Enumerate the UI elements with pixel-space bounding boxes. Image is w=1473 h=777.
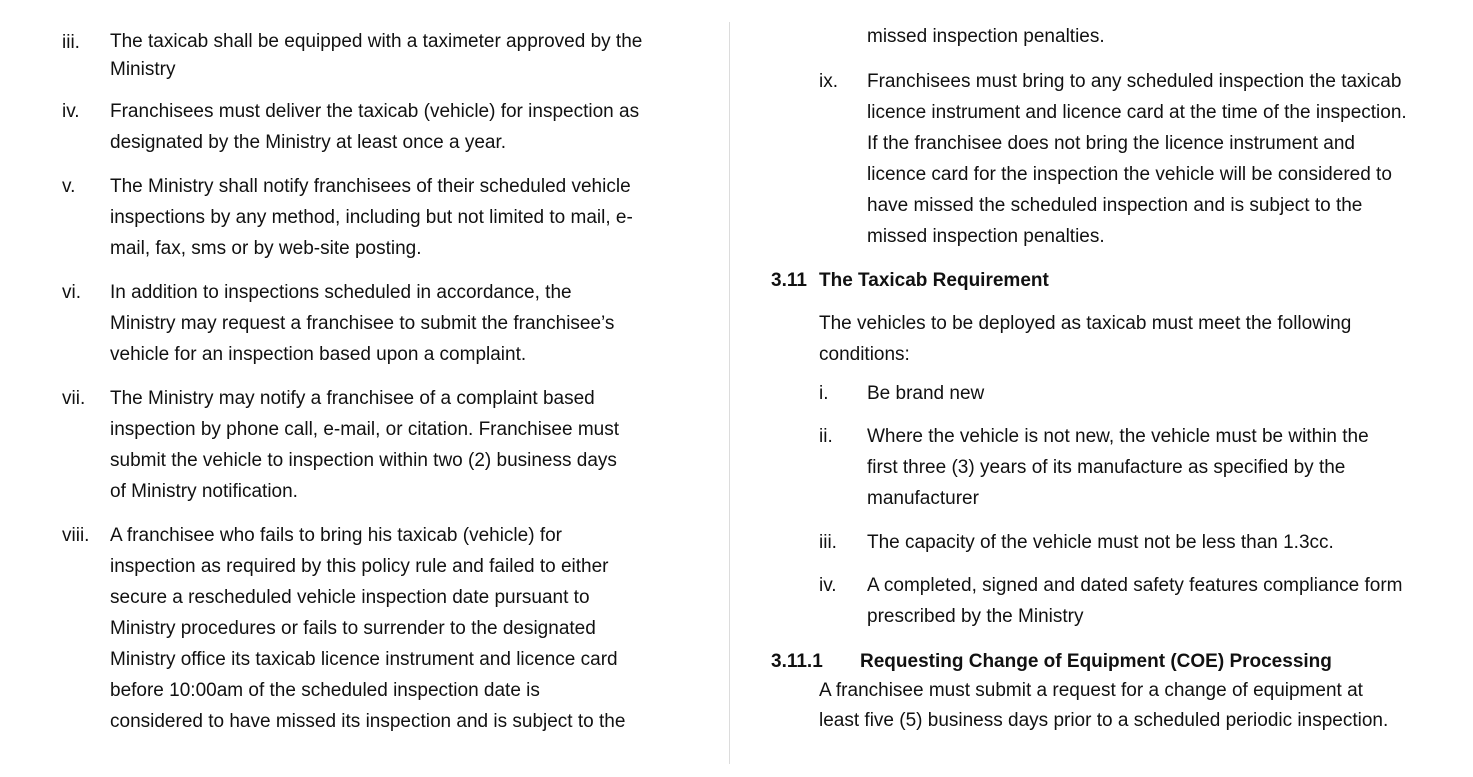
text-line: inspection by phone call, e-mail, or citation. Franchisee must [110,419,620,440]
text-line: licence card for the inspection the vehicle will be considered to [867,164,1392,185]
section-title: Requesting Change of Equipment (COE) Processing [860,651,1332,672]
list-text [867,378,1445,409]
text-line: licence instrument and licence card at the time of the inspection. [867,102,1407,123]
text-line: before 10:00am of the scheduled inspection date is [110,680,540,701]
list-number: i. [819,383,829,404]
list-number: iii. [62,32,80,53]
list-text [867,527,1445,558]
text-line: Be brand new [867,383,985,404]
text-line: mail, fax, sms or by web-site posting. [110,238,422,259]
text-line: inspection as required by this policy rule and failed to either [110,556,609,577]
text-line: considered to have missed its inspection and is subject to the [110,711,626,732]
continued-text: missed inspection penalties. [867,26,1105,47]
section-heading-3-11 [771,265,1049,296]
right-column [730,0,1473,777]
list-text [867,570,1445,632]
text-line: Ministry procedures or fails to surrender to the designated [110,618,596,639]
list-number: viii. [62,525,90,546]
text-line: The Ministry may notify a franchisee of a complaint based [110,388,595,409]
list-number: vii. [62,388,86,409]
list-number: v. [62,176,76,197]
section-body [819,676,1451,736]
text-line: Franchisees must bring to any scheduled inspection the taxicab [867,71,1402,92]
text-line: The taxicab shall be equipped with a taximeter approved by the [110,31,643,52]
section-intro [819,308,1451,370]
text-line: A completed, signed and dated safety features compliance form [867,575,1403,596]
text-line: Franchisees must deliver the taxicab (vehicle) for inspection as [110,101,640,122]
list-text [110,383,672,507]
text-line: Where the vehicle is not new, the vehicle must be within the [867,426,1369,447]
list-number: ii. [819,426,833,447]
list-number: ix. [819,71,838,92]
list-text [110,28,692,84]
list-text [110,277,692,370]
list-text [867,421,1437,514]
text-line: manufacturer [867,488,979,509]
text-line: Ministry office its taxicab licence instrument and licence card [110,649,618,670]
text-line: The vehicles to be deployed as taxicab must meet the following [819,313,1352,334]
text-line: of Ministry notification. [110,481,298,502]
text-line: A franchisee who fails to bring his taxicab (vehicle) for [110,525,562,546]
text-line: The Ministry shall notify franchisees of their scheduled vehicle [110,176,631,197]
text-line: missed inspection penalties. [867,226,1105,247]
list-number: iii. [819,532,837,553]
text-line: submit the vehicle to inspection within two (2) business days [110,450,617,471]
text-line: inspections by any method, including but not limited to mail, e- [110,207,633,228]
text-line: secure a rescheduled vehicle inspection date pursuant to [110,587,590,608]
text-line: The capacity of the vehicle must not be less than 1.3cc. [867,532,1334,553]
text-line: In addition to inspections scheduled in accordance, the [110,282,572,303]
section-number: 3.11.1 [771,651,823,672]
text-line: Ministry [110,59,176,80]
text-line: designated by the Ministry at least once a year. [110,132,507,153]
section-number: 3.11 [771,270,807,291]
text-line: conditions: [819,344,910,365]
text-line: have missed the scheduled inspection and is subject to the [867,195,1363,216]
text-line: Ministry may request a franchisee to submit the franchisee’s [110,313,615,334]
section-heading-3-11-1 [771,646,1332,677]
list-number: iv. [62,101,80,122]
text-line: vehicle for an inspection based upon a complaint. [110,344,527,365]
list-number: vi. [62,282,81,303]
text-line: prescribed by the Ministry [867,606,1084,627]
list-text [110,171,692,264]
section-title: The Taxicab Requirement [819,270,1049,291]
text-line: If the franchisee does not bring the licence instrument and [867,133,1355,154]
left-column [0,0,729,777]
list-text [110,520,692,737]
text-line: A franchisee must submit a request for a change of equipment at [819,680,1363,701]
text-line: first three (3) years of its manufacture as specified by the [867,457,1346,478]
list-text [110,96,692,158]
list-text [867,66,1445,252]
list-number: iv. [819,575,837,596]
text-line: least five (5) business days prior to a scheduled periodic inspection. [819,710,1389,731]
